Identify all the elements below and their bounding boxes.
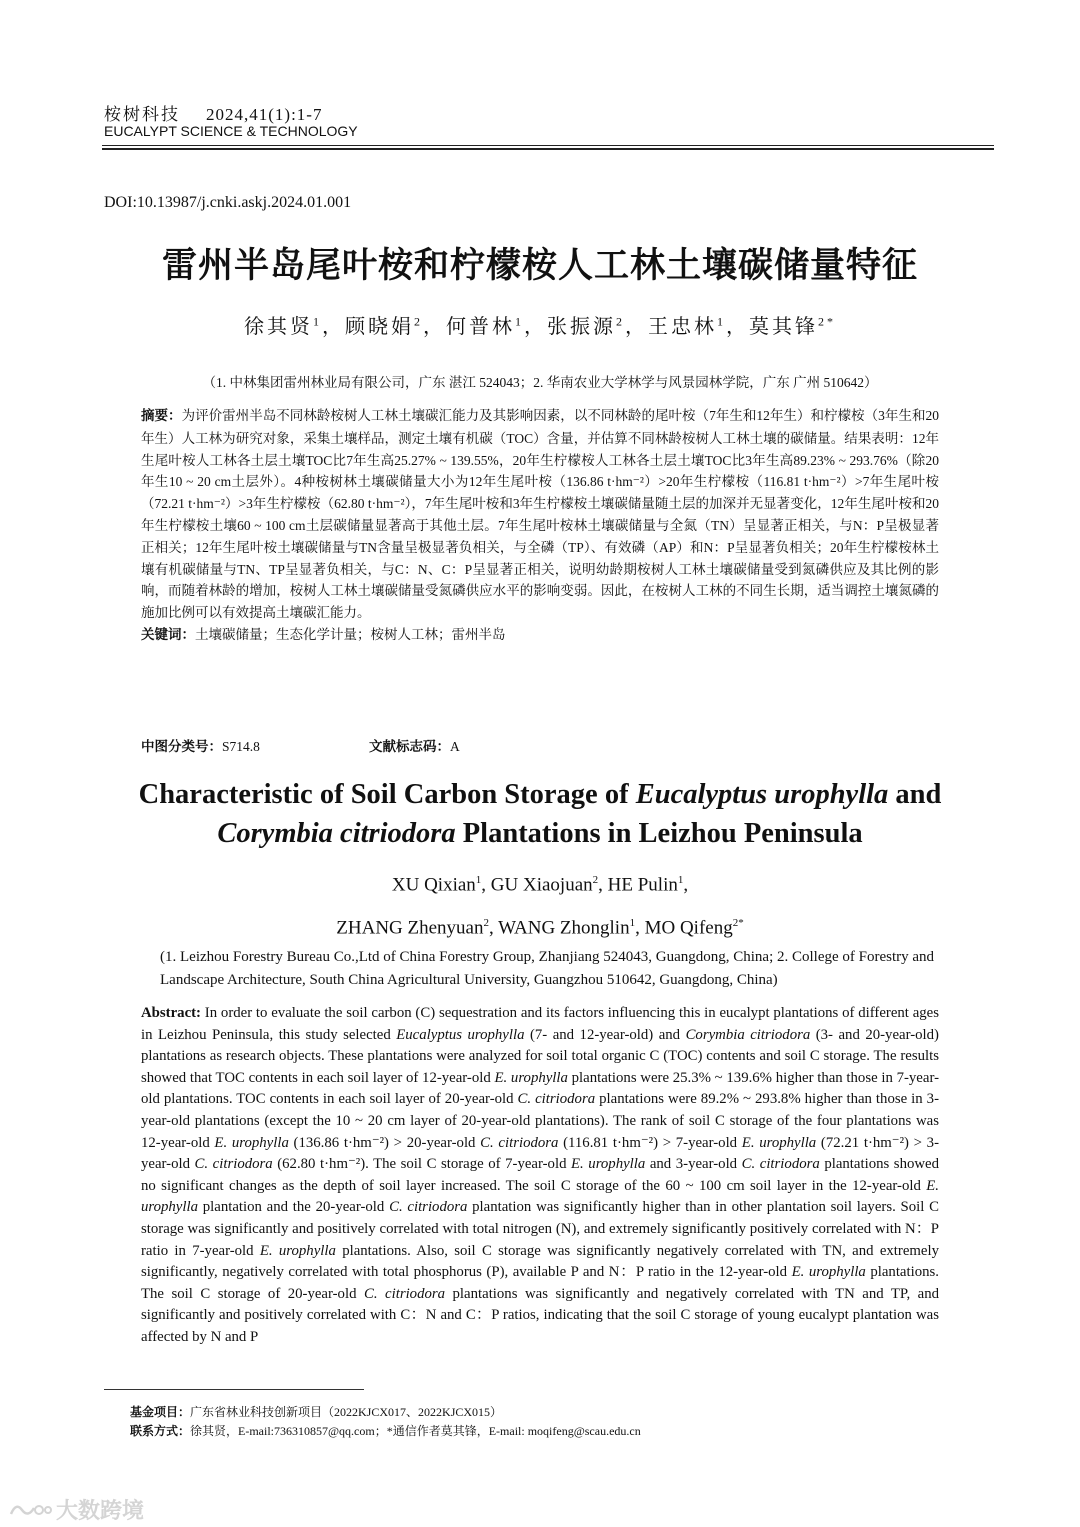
abstract-cn-block xyxy=(141,405,939,647)
title-en-species: Eucalyptus urophylla xyxy=(635,779,889,810)
species-name: E. urophylla xyxy=(791,1264,866,1281)
watermark-logo-icon xyxy=(8,1500,52,1520)
abstract-cn xyxy=(141,405,939,624)
author-affil-mark: 1 xyxy=(717,314,726,329)
watermark xyxy=(8,1494,144,1525)
author-affil-mark: 2 xyxy=(616,314,625,329)
species-name: E. urophylla xyxy=(571,1156,646,1173)
author-en: XU Qixian xyxy=(391,874,476,896)
abstract-en-text: (3- and 20-year-old) plantations as research objects. These plantations were analyzed for soil total organic C (TOC) contents and soil C storage. The results showed that TOC contents in each soil layer of 12-year-old xyxy=(141,1026,939,1086)
author-en-line: ZHANG Zhenyuan$^2$, WANG Zhonglin$^1$, MO Qifeng$^{2*}$ xyxy=(336,917,744,939)
abstract-en-text: (72.21 t·hm⁻²) > 3-year-old xyxy=(141,1134,940,1173)
author-en-line: XU Qixian$^1$, GU Xiaojuan$^2$, HE Pulin$^1$, xyxy=(391,874,689,896)
species-name: E. urophylla xyxy=(494,1069,568,1086)
abstract-en-text: plantations. The soil C storage of 20-year-old xyxy=(141,1264,939,1302)
footnote-rule xyxy=(104,1389,364,1390)
author-cn: 顾晓娟 xyxy=(345,316,414,338)
clc-value: S714.8 xyxy=(222,739,260,754)
author-affil-mark: 2* xyxy=(818,314,836,329)
author-cn: 莫其锋 xyxy=(749,316,818,338)
author-en: ZHANG Zhenyuan xyxy=(336,917,484,939)
species-name: C. citriodora xyxy=(480,1134,559,1151)
contact-text: 徐其贤，E-mail:736310857@qq.com；*通信作者莫其锋，E-mail: moqifeng@scau.edu.cn xyxy=(190,1424,641,1438)
classification-row xyxy=(141,735,460,755)
species-name: Corymbia citriodora xyxy=(685,1026,811,1043)
species-name: E. urophylla xyxy=(259,1242,336,1259)
title-en-species: Corymbia citriodora xyxy=(217,818,456,849)
species-name: C. citriodora xyxy=(363,1285,446,1302)
author-en: WANG Zhonglin xyxy=(498,917,630,939)
keywords-cn-text: 土壤碳储量；生态化学计量；桉树人工林；雷州半岛 xyxy=(195,626,506,642)
watermark-text: 大数跨境 xyxy=(56,1499,145,1524)
author-affil-mark: 1 xyxy=(313,314,322,329)
abstract-en-text: plantations. Also, soil C storage was significantly negatively correlated with TN, and extremely significantly, negatively correlated with total phosphorus (P), available P and N：P ratio in the 12-year-old xyxy=(141,1242,939,1281)
doc-code-value: A xyxy=(450,739,460,754)
journal-name-cn: 桉树科技 xyxy=(104,105,180,124)
author-cn: 何普林 xyxy=(446,316,515,338)
fund-label: 基金项目： xyxy=(130,1405,191,1419)
author-cn: 王忠林 xyxy=(648,316,717,338)
species-name: E. urophylla xyxy=(141,1177,939,1216)
author-affil-mark: 2 xyxy=(592,874,599,886)
author-cn: 张振源 xyxy=(547,316,616,338)
author-en: HE Pulin xyxy=(607,874,678,896)
journal-name-en: EUCALYPT SCIENCE & TECHNOLOGY xyxy=(104,123,358,139)
title-en-part: Characteristic of Soil Carbon Storage of xyxy=(138,779,636,810)
abstract-en-text: (116.81 t·hm⁻²) > 7-year-old xyxy=(558,1134,742,1151)
author-affil-mark: 1 xyxy=(515,314,524,329)
abstract-en-text: (62.80 t·hm⁻²). The soil C storage of 7-year-old xyxy=(272,1156,572,1173)
journal-header xyxy=(104,100,322,125)
abstract-en-text: plantations showed no significant changes as the depth of soil layer increased. The soil C storage of the 60 ~ 100 cm soil layer in the 12-year-old xyxy=(141,1156,940,1194)
abstract-en-text: plantation was significantly higher than in other plantation soil layers. Soil C storage was significantly and positively correlated with total nitrogen (N), and extremely significantly positively correlated with N：P ratio in 7-year-old xyxy=(141,1199,939,1259)
abstract-en-text: plantations was significantly and negatively correlated with TN and TP, and significantly and positively correlated with C：N and C：P ratios, indicating that the soil C storage of young eucalypt plantation was affected by N and P xyxy=(141,1285,940,1345)
header-rule-thick xyxy=(102,148,994,150)
footnote-contact xyxy=(130,1422,641,1439)
author-affil-mark: 1 xyxy=(475,874,482,886)
affiliation-cn: （1. 中林集团雷州林业局有限公司，广东 湛江 524043；2. 华南农业大学林学与风景园林学院，广东 广州 510642） xyxy=(202,375,878,390)
title-en-part: and xyxy=(888,779,942,810)
title-cn: 雷州半岛尾叶桉和柠檬桉人工林土壤碳储量特征 xyxy=(161,246,918,286)
authors-cn: 徐其贤$^1$，顾晓娟$^2$，何普林$^1$，张振源$^2$，王忠林$^1$，莫其锋$^{2*}$ xyxy=(244,314,836,338)
header-rule-thin xyxy=(102,145,994,146)
journal-volume: 2024,41(1):1-7 xyxy=(206,105,323,124)
abstract-en-text: In order to evaluate the soil carbon (C) sequestration and its factors influencing this in eucalypt plantations of different ages in Leizhou Peninsula, this study selected xyxy=(141,1005,939,1043)
doc-code-label: 文献标志码： xyxy=(369,739,450,755)
abstract-en-text: and 3-year-old xyxy=(645,1156,742,1173)
abstract-en-text: plantation and the 20-year-old xyxy=(198,1199,390,1216)
author-affil-mark: 2 xyxy=(483,917,489,930)
clc-label: 中图分类号： xyxy=(141,739,222,755)
footnote-fund xyxy=(130,1403,502,1420)
abstract-en-text: (7- and 12-year-old) and xyxy=(524,1026,686,1043)
species-name: C. citriodora xyxy=(194,1156,273,1173)
doc-code xyxy=(369,735,460,755)
author-affil-mark: 1 xyxy=(629,917,636,930)
title-en-part: Plantations in Leizhou Peninsula xyxy=(455,818,863,849)
abstract-cn-label: 摘要： xyxy=(141,408,182,424)
affiliation-en: (1. Leizhou Forestry Bureau Co.,Ltd of China Forestry Group, Zhanjiang 524043, Guangdong, China; 2. College of Forestry and Landscape Architecture, South China Agricultural University, Guangzhou 510642, Guangdong, China) xyxy=(160,949,935,988)
author-affil-mark: 2* xyxy=(732,917,744,930)
species-name: E. urophylla xyxy=(214,1134,289,1151)
author-affil-mark: 1 xyxy=(677,874,684,886)
author-en: GU Xiaojuan xyxy=(490,874,593,896)
abstract-en-text: (136.86 t·hm⁻²) > 20-year-old xyxy=(288,1134,481,1151)
author-en: MO Qifeng xyxy=(644,917,733,939)
abstract-en-text: plantations were 89.2% ~ 293.8% higher than those in 3-year-old plantations (except the 10 ~ 20 cm layer of 20-year-old plantations). The rank of soil C storage of the four plantations was 12-year-old xyxy=(141,1091,940,1151)
abstract-en-text: plantations were 25.3% ~ 139.6% higher than those in 7-year-old plantations. TOC contents in each soil layer of 20-year-old xyxy=(141,1069,939,1108)
species-name: E. urophylla xyxy=(741,1134,817,1151)
fund-text: 广东省林业科技创新项目（2022KJCX017、2022KJCX015） xyxy=(190,1405,503,1419)
species-name: Eucalyptus urophylla xyxy=(396,1026,525,1043)
species-name: C. citriodora xyxy=(517,1091,596,1108)
doi[interactable]: DOI:10.13987/j.cnki.askj.2024.01.001 xyxy=(104,194,352,211)
author-affil-mark: 2 xyxy=(414,314,423,329)
abstract-en xyxy=(141,1003,939,1349)
authors-en xyxy=(0,861,1080,948)
keywords-cn-label: 关键词： xyxy=(141,626,195,643)
title-en xyxy=(0,775,1080,853)
contact-label: 联系方式： xyxy=(130,1424,191,1438)
species-name: C. citriodora xyxy=(389,1199,468,1216)
abstract-cn-text: 为评价雷州半岛不同林龄桉树人工林土壤碳汇能力及其影响因素，以不同林龄的尾叶桉（7年生和12年生）和柠檬桉（3年生和20年生）人工林为研究对象，采集土壤样品，测定土壤有机碳（TOC）含量，并估算不同林龄桉树人工林土壤的碳储量。结果表明：12年生尾叶桉人工林各土层土壤TOC比7年生高25.27% ~ 139.55%，20年生柠檬桉人工林各土层土壤TOC比3年生高89.23% ~ 293.76%（除20年生10 ~ 20 cm土层外）。4种桉树林土壤碳储量大小为12年生尾叶桉（136.86 t·hm⁻²）>20年生柠檬桉（116.81 t·hm⁻²）>7年生尾叶桉（72.21 t·hm⁻²）>3年生柠檬桉（62.80 t·hm⁻²），7年生尾叶桉和3年生柠檬桉土壤碳储量随土层的加深并无显著变化，12年生尾叶桉和20年生柠檬桉土壤60 ~ 100 cm土层碳储量显著高于其他土层。7年生尾叶桉林土壤碳储量与全氮（TN）呈显著正相关，与N：P呈极显著正相关；12年生尾叶桉土壤碳储量与TN含量呈极显著负相关，与全磷（TP）、有效磷（AP）和N：P呈显著负相关；20年生柠檬桉林土壤有机碳储量与TN、TP呈显著负相关，与C：N、C：P呈显著正相关，说明幼龄期桉树人工林土壤碳储量受到氮磷供应及其比例的影响，而随着林龄的增加，桉树人工林土壤碳储量受氮磷供应水平的影响变弱。因此，在桉树人工林的不同生长期，适当调控土壤氮磷的施加比例可以有效提高土壤碳汇能力。 xyxy=(141,408,940,621)
species-name: C. citriodora xyxy=(741,1156,820,1173)
author-cn: 徐其贤 xyxy=(244,316,313,338)
abstract-en-label: Abstract: xyxy=(141,1005,201,1021)
keywords-cn xyxy=(141,624,939,647)
